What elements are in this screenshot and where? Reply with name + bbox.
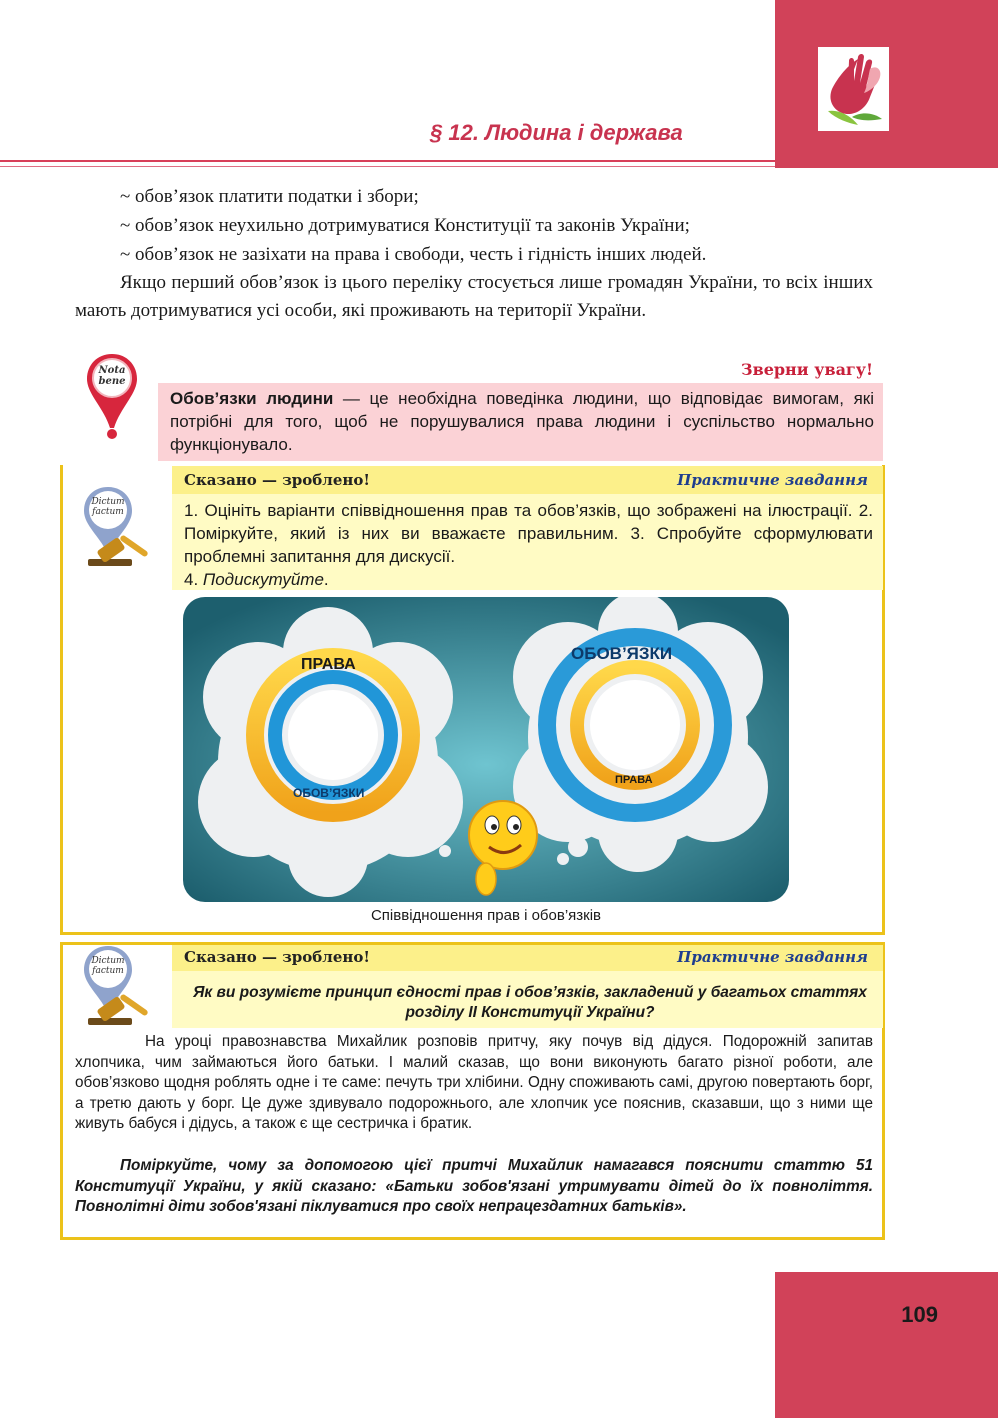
right-inner-label: ПРАВА [615,774,653,786]
dictum-factum-gavel-icon [80,485,156,573]
task-type: Практичне завдання [677,948,868,966]
body-paragraph: Якщо перший обов’язок із цього переліку стосується лише громадян України, то всіх інших мають дотримуватися усі особи, які проживають на території України. [75,272,873,321]
task-item4-text: Подискутуйте [202,570,324,589]
task-type: Практичне завдання [677,471,868,489]
left-inner-label: ОБОВ’ЯЗКИ [293,786,365,800]
task-instructions: 1. Оцініть варіанти співвідношення прав та обов’язків, що зображені на ілюстрації. 2. Поміркуйте, який із них ви вважаєте правильним. 3. Спробуйте сформулювати проблемні запитання для дискусії. [184,501,873,566]
rights-duties-illustration [183,597,789,902]
nota-bene-label-2: bene [98,376,126,387]
right-outer-label: ОБОВ’ЯЗКИ [571,644,673,663]
task-heading: Сказано — зроблено! [184,948,370,966]
dictum-label-1: Dictum [91,497,125,507]
dictum-label-2: factum [92,966,124,976]
task-item4-end: . [323,570,329,589]
task-question: Як ви розумієте принцип єдності прав і обов’язків, закладений у багатьох статтях розділу II Конституції України? [193,984,867,1021]
header-rule [0,160,775,162]
dictum-factum-gavel-icon [80,944,156,1032]
section-title: § 12. Людина і держава [430,120,683,145]
definition-body: — це необхідна поведінка людини, що відповідає вимогам, які потрібні для того, щоб не порушувалися права людини і суспільство нормально функціонувало. [170,389,874,454]
header-rule-thin [0,166,775,167]
parable-text: На уроці правознавства Михайлик розповів притчу, яку почув від дідуся. Подорожній запитав хлопчика, чим займаються його батьки. І малий сказав, що вони виконують багато різної роботи, але обов’язково щодня роблять одне і те саме: печуть три хлібини. Одну споживають самі, другою повертають борг, а третю дають у борг. Це дуже здивувало подорожнього, але хлопчик усе пояснив, сказавши, що з ними ще живуть бабуся і дідусь, а також є ще сестричка і братик. [75,1033,873,1132]
task-item4-num: 4. [184,570,203,589]
illustration-caption: Співвідношення прав і обов’язків [370,907,602,924]
page-number: 109 [901,1302,938,1327]
attention-label: Зверни увагу! [741,360,873,379]
dictum-label-1: Dictum [91,956,125,966]
hands-logo [818,47,889,131]
footer-accent-block [775,1272,998,1418]
definition-term: Обов’язки людини [170,389,334,408]
task-text [184,499,873,591]
nota-bene-label-1: Nota [98,365,126,376]
task-heading: Сказано — зроблено! [184,471,370,489]
list-item: ~ обов’язок платити податки і збори; [120,186,419,207]
dictum-label-2: factum [92,507,124,517]
definition-text [170,387,874,456]
list-item: ~ обов’язок не зазіхати на права і свободи, честь і гідність інших людей. [120,244,707,265]
list-item: ~ обов’язок неухильно дотримуватися Конституції та законів України; [120,215,690,236]
left-outer-label: ПРАВА [301,656,356,673]
reflection-text: Поміркуйте, чому за допомогою цієї притчі Михайлик намагався пояснити статтю 51 Конституції України, у якій сказано: «Батьки зобов'язані утримувати дітей до їх повноліття. Повнолітні діти зобов'язані піклуватися про своїх непрацездатних батьків». [75,1157,873,1215]
nota-bene-pin-icon [84,352,140,440]
